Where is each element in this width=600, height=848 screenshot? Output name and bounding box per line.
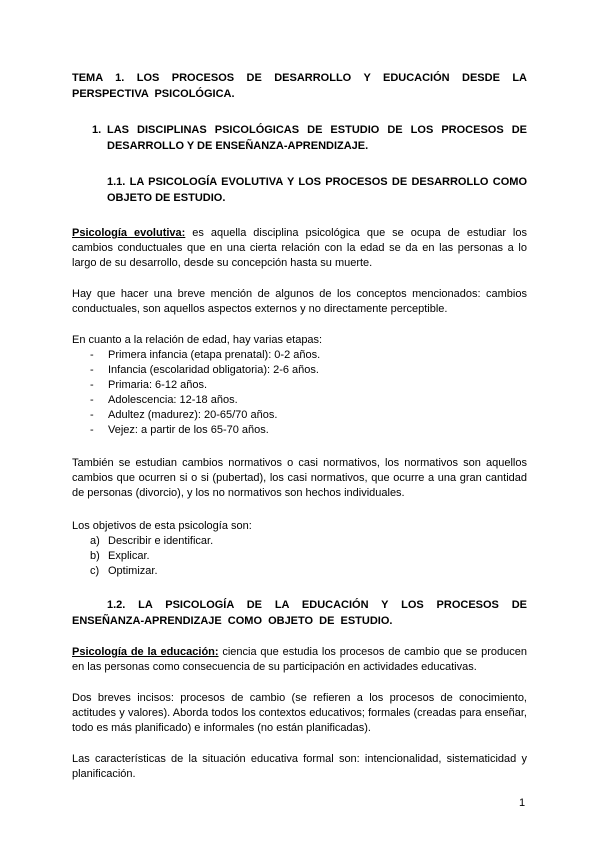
list-marker: a)	[90, 535, 100, 547]
paragraph-definition-educacion	[72, 645, 527, 675]
definition-educacion-text: ciencia que estudia los procesos de cambio que se producen en las personas como consecuencia de su participación en actividades educativas.	[72, 646, 527, 673]
list-item: - Vejez: a partir de los 65-70 años.	[90, 423, 527, 438]
section-1-number: 1.	[92, 124, 102, 136]
document-title: TEMA 1. LOS PROCESOS DE DESARROLLO Y EDUCACIÓN DESDE LA PERSPECTIVA PSICOLÓGICA.	[72, 72, 527, 100]
list-item: - Primera infancia (etapa prenatal): 0-2 años.	[90, 348, 527, 363]
section-1-2-heading: 1.2. LA PSICOLOGÍA DE LA EDUCACIÓN Y LOS PROCESOS DE ENSEÑANZA-APRENDIZAJE COMO OBJETO DE ESTUDIO.	[72, 599, 527, 627]
paragraph-conceptos: Hay que hacer una breve mención de algunos de los conceptos mencionados: cambios conductuales, son aquellos aspectos externos y no directamente perceptible.	[72, 288, 527, 315]
term-psicologia-educacion: Psicología de la educación:	[72, 646, 219, 658]
list-marker: c)	[90, 565, 100, 577]
list-item	[90, 549, 527, 564]
list-marker: b)	[90, 550, 100, 562]
list-item: - Adolescencia: 12-18 años.	[90, 393, 527, 408]
list-item: - Adultez (madurez): 20-65/70 años.	[90, 408, 527, 423]
page-content	[72, 70, 527, 782]
list-item-text: Optimizar.	[108, 565, 158, 577]
definition-evolutiva-text: es aquella disciplina psicológica que se ocupa de estudiar los cambios conductuales que en una cierta relación con la edad se da en las personas a lo largo de su desarrollo, desde su concepción hasta su muerte.	[72, 227, 527, 269]
list-item-text: Describir e identificar.	[108, 535, 214, 547]
list-item	[90, 534, 527, 549]
paragraph-incisos: Dos breves incisos: procesos de cambio (se refieren a los procesos de conocimiento, actitudes y valores). Aborda todos los contextos educativos; formales (creadas para enseñar, todo es más planificado) e informales (no están planificadas).	[72, 692, 527, 734]
list-item: - Primaria: 6-12 años.	[90, 378, 527, 393]
objetivos-intro: Los objetivos de esta psicología son:	[72, 520, 252, 532]
etapas-list	[72, 348, 527, 438]
etapas-intro: En cuanto a la relación de edad, hay varias etapas:	[72, 334, 323, 346]
list-item	[90, 564, 527, 579]
page-number: 1	[519, 797, 526, 809]
list-item-text: Explicar.	[108, 550, 150, 562]
paragraph-normativos: También se estudian cambios normativos o casi normativos, los normativos son aquellos cambios que ocurren si o si (pubertad), los casi normativos, que ocurre a una gran cantidad de personas (divorcio), y los no normativos son hechos individuales.	[72, 457, 527, 499]
paragraph-caracteristicas: Las características de la situación educativa formal son: intencionalidad, sistematicidad y planificación.	[72, 753, 527, 780]
section-1-heading-text: LAS DISCIPLINAS PSICOLÓGICAS DE ESTUDIO DE LOS PROCESOS DE DESARROLLO Y DE ENSEÑANZA-APRENDIZAJE.	[107, 124, 527, 152]
section-1-heading	[92, 122, 527, 154]
objetivos-list	[72, 534, 527, 579]
section-1-1-heading: 1.1. LA PSICOLOGÍA EVOLUTIVA Y LOS PROCESOS DE DESARROLLO COMO OBJETO DE ESTUDIO.	[107, 176, 527, 204]
paragraph-definition-evolutiva	[72, 226, 527, 271]
list-item: - Infancia (escolaridad obligatoria): 2-6 años.	[90, 363, 527, 378]
term-psicologia-evolutiva: Psicología evolutiva:	[72, 227, 186, 239]
